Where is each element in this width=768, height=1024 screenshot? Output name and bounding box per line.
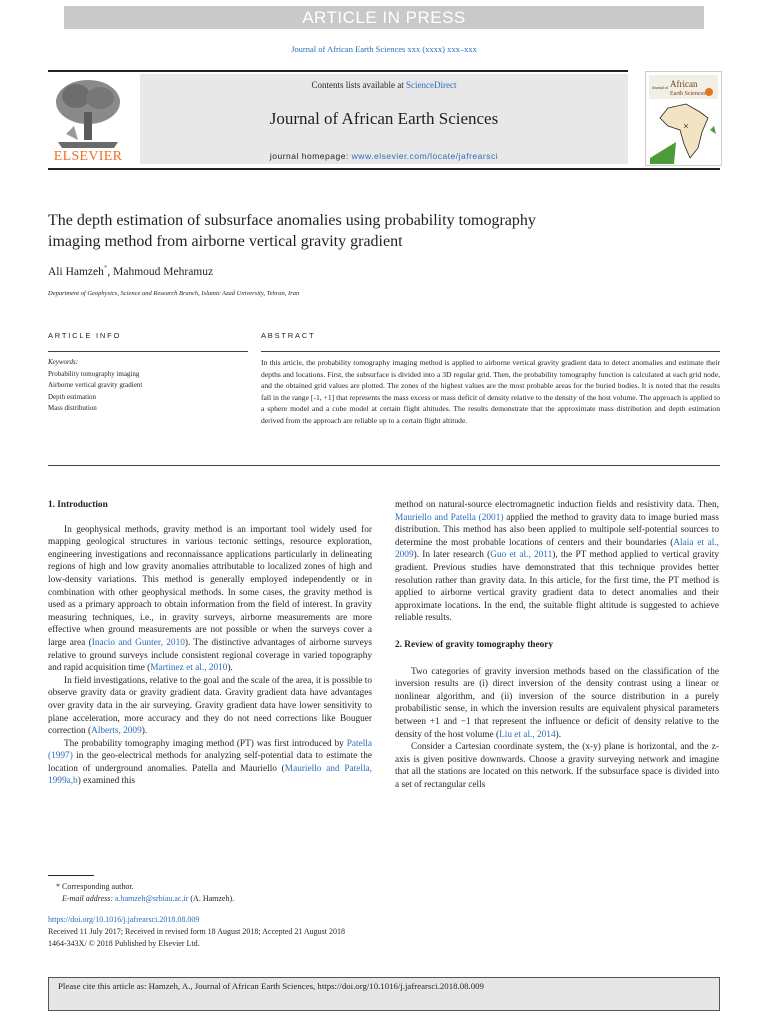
paragraph: Two categories of gravity inversion methods based on the classification of the inversion results are (i) direct inversion of the density contrast using a linear or nonlinear algorithm, and (ii) inversion of the source distribution in a purely probabilistic sense, in which the inversion results are equivalent physical parameters between +1 and −1 that represent the influence or deficit of density relative to the density of the host volume (Liu et al., 2014). xyxy=(395,666,719,740)
citation-link[interactable]: Guo et al., 2011 xyxy=(490,550,553,561)
article-title xyxy=(48,210,668,252)
abstract-heading: ABSTRACT xyxy=(261,331,316,340)
contents-prefix: Contents lists available at xyxy=(311,80,404,90)
journal-cover-thumbnail xyxy=(645,71,722,166)
contents-available-line xyxy=(140,80,628,90)
elsevier-wordmark: ELSEVIER xyxy=(53,149,123,164)
citation-link[interactable]: Patella (1997) xyxy=(48,738,372,762)
body-left-column xyxy=(48,499,372,788)
journal-homepage-line xyxy=(140,151,628,161)
footnote-rule xyxy=(48,875,94,876)
article-info-heading: ARTICLE INFO xyxy=(48,331,122,340)
email-link[interactable]: a.hamzeh@srbiau.ac.ir xyxy=(115,894,189,903)
section-2-heading: 2. Review of gravity tomography theory xyxy=(395,639,554,650)
header-top-rule xyxy=(48,70,628,72)
cover-title-african: African xyxy=(670,79,698,89)
keyword-item: Mass distribution xyxy=(48,404,97,412)
keyword-item: Depth estimation xyxy=(48,392,97,401)
journal-reference-link[interactable]: Journal of African Earth Sciences xxx (xxxx) xxx–xxx xyxy=(291,44,477,54)
journal-title: Journal of African Earth Sciences xyxy=(269,109,499,128)
abstract-text: In this article, the probability tomography imaging method is applied to airborne vertical gravity gradient data to detect anomalies and estimate their depths and locations. First, the subsurface is divided into a 3D regular grid. Then, the probability tomography function is calculated at each grid node, and the obtained grid values are plotted. The zones of the highest values are the most probable areas for the buried bodies. It is noted that the results fall in the range [-1, +1] that represents the mass excess or mass deficit of density relative to the density of the host volume. The approach is applied to a sphere model and a cube model at certain flight altitudes. The results demonstrate that the approximate mass distribution and depth estimation derived from the approach are reliable up to a certain flight altitude. xyxy=(261,358,720,425)
author-2[interactable]: Mahmoud Mehramuz xyxy=(113,265,214,278)
citation-link[interactable]: Inacio and Gunter, 2010 xyxy=(91,637,185,648)
affiliation: Department of Geophysics, Science and Research Branch, Islamic Azad University, Tehran, Iran xyxy=(48,290,300,297)
email-note xyxy=(48,893,234,905)
journal-homepage-link[interactable]: www.elsevier.com/locate/jafrearsci xyxy=(351,151,499,161)
cover-title-earth-sciences: Earth Sciences xyxy=(670,91,706,97)
keywords-label: Keywords: xyxy=(48,358,79,366)
paragraph: In geophysical methods, gravity method is an important tool widely used for mapping geological structures in various tectonic settings, resource exploration, engineering investigations and reconnaissance applications particularly in delineating regions of high and low gravity anomalies attributable to localized zones of high and low-density variations. This method is generally employed independently or in combination with other geophysical methods. In some cases, the gravity method is used as a primary approach to obtain information from the field of interest. In gravity measuring techniques, i.e., in gravity surveys, airborne measurements are more effective when ground measurements are not possible or when the surveys cover a large area (Inacio and Gunter, 2010). The distinctive advantages of airborne surveys relative to ground surveys include consistent regional coverage in varied topography and rapid acquisition time (Martinez et al., 2010). xyxy=(48,524,372,674)
article-title-line-2: imaging method from airborne vertical gravity gradient xyxy=(48,233,403,250)
paragraph: Consider a Cartesian coordinate system, the (x-y) plane is horizontal, and the z-axis is given positive downwards. Choose a gravity surveying network and imagine that all the stations are located on this network. If the subsurface space is divided into a set of rectangular cells xyxy=(395,742,719,790)
doi-link[interactable]: https://doi.org/10.1016/j.jafrearsci.2018.08.009 xyxy=(48,915,200,924)
author-separator: , xyxy=(107,265,111,278)
keyword-item: Airborne vertical gravity gradient xyxy=(48,381,143,389)
body-right-column xyxy=(395,499,719,791)
paragraph: The probability tomography imaging method (PT) was first introduced by Patella (1997) in the geo-electrical methods for analyzing self-potential data to estimate the location of underground anomalies. Patella and Mauriello (Mauriello and Patella, 1999a,b) examined this xyxy=(48,738,373,787)
citation-link[interactable]: Mauriello and Patella, 1999a xyxy=(48,763,373,787)
author-1[interactable]: Ali Hamzeh xyxy=(48,265,104,278)
svg-text:⨯: ⨯ xyxy=(683,123,689,130)
citation-link[interactable]: Martinez et al., 2010 xyxy=(150,663,228,674)
section-1-heading: 1. Introduction xyxy=(48,500,108,510)
publication-info xyxy=(48,914,345,950)
paragraph: In field investigations, relative to the goal and the scale of the area, it is possible to observe gravity data or gravity gradient data. Gravity gradient data have advantages over gravity data in the air surveying. Gravity gradient data have lower sensitivity to plane acceleration, more accuracy and they do not need corrections like Bouguer correction (Alberts, 2009). xyxy=(48,675,372,737)
received-dates: Received 11 July 2017; Received in revised form 18 August 2018; Accepted 21 August 2018 xyxy=(48,927,345,936)
header-bottom-rule xyxy=(48,168,720,170)
corresponding-author-mark[interactable]: * xyxy=(103,264,108,272)
sciencedirect-link[interactable]: ScienceDirect xyxy=(406,80,457,90)
citation-link[interactable]: Alaia et al., 2009 xyxy=(395,537,719,561)
email-label: E-mail address: xyxy=(62,894,114,903)
keywords-block xyxy=(48,357,248,415)
front-matter-bottom-rule xyxy=(48,465,720,466)
citation-link[interactable]: Alberts, 2009 xyxy=(91,726,142,737)
article-title-line-1: The depth estimation of subsurface anomalies using probability tomography xyxy=(48,212,536,229)
paragraph: method on natural-source electromagnetic induction fields and resistivity data. Then, Mauriello and Patella (2001) applied the method to gravity data to image buried mass distribution. This method has also been applied to multipole self-potential sources to determine the most probable locations of centers and their boundaries (Alaia et al., 2009). In later research (Guo et al., 2011), the PT method applied to vertical gravity gradient. Previous studies have demonstrated that this technique provides better resolution rather than gravity data. In this article, for the first time, the PT method is applied to airborne vertical gravity gradient data to detect anomalies and their approximate locations. In the end, the suitable flight altitude is suggested to achieve reliable results. xyxy=(395,500,719,624)
corresponding-author-note: * Corresponding author. xyxy=(56,882,134,891)
keyword-item: Probability tomography imaging xyxy=(48,369,140,378)
authors xyxy=(48,264,213,278)
homepage-prefix: journal homepage: xyxy=(269,151,349,161)
abstract-rule xyxy=(261,351,720,352)
copyright-line: 1464-343X/ © 2018 Published by Elsevier Ltd. xyxy=(48,939,200,948)
article-in-press-banner: ARTICLE IN PRESS xyxy=(64,6,704,29)
cite-this-article-text: Please cite this article as: Hamzeh, A., Journal of African Earth Sciences, https://doi.org/10.1016/j.jafrearsci.2018.08.009 xyxy=(58,981,484,991)
email-suffix: (A. Hamzeh). xyxy=(190,894,235,903)
footnotes xyxy=(48,881,234,905)
cover-title-small: Journal of xyxy=(652,85,669,90)
citation-link[interactable]: Mauriello and Patella (2001) xyxy=(395,512,504,523)
citation-link[interactable]: ,b xyxy=(70,776,78,787)
citation-link[interactable]: Liu et al., 2014 xyxy=(499,729,556,740)
article-info-rule xyxy=(48,351,248,352)
